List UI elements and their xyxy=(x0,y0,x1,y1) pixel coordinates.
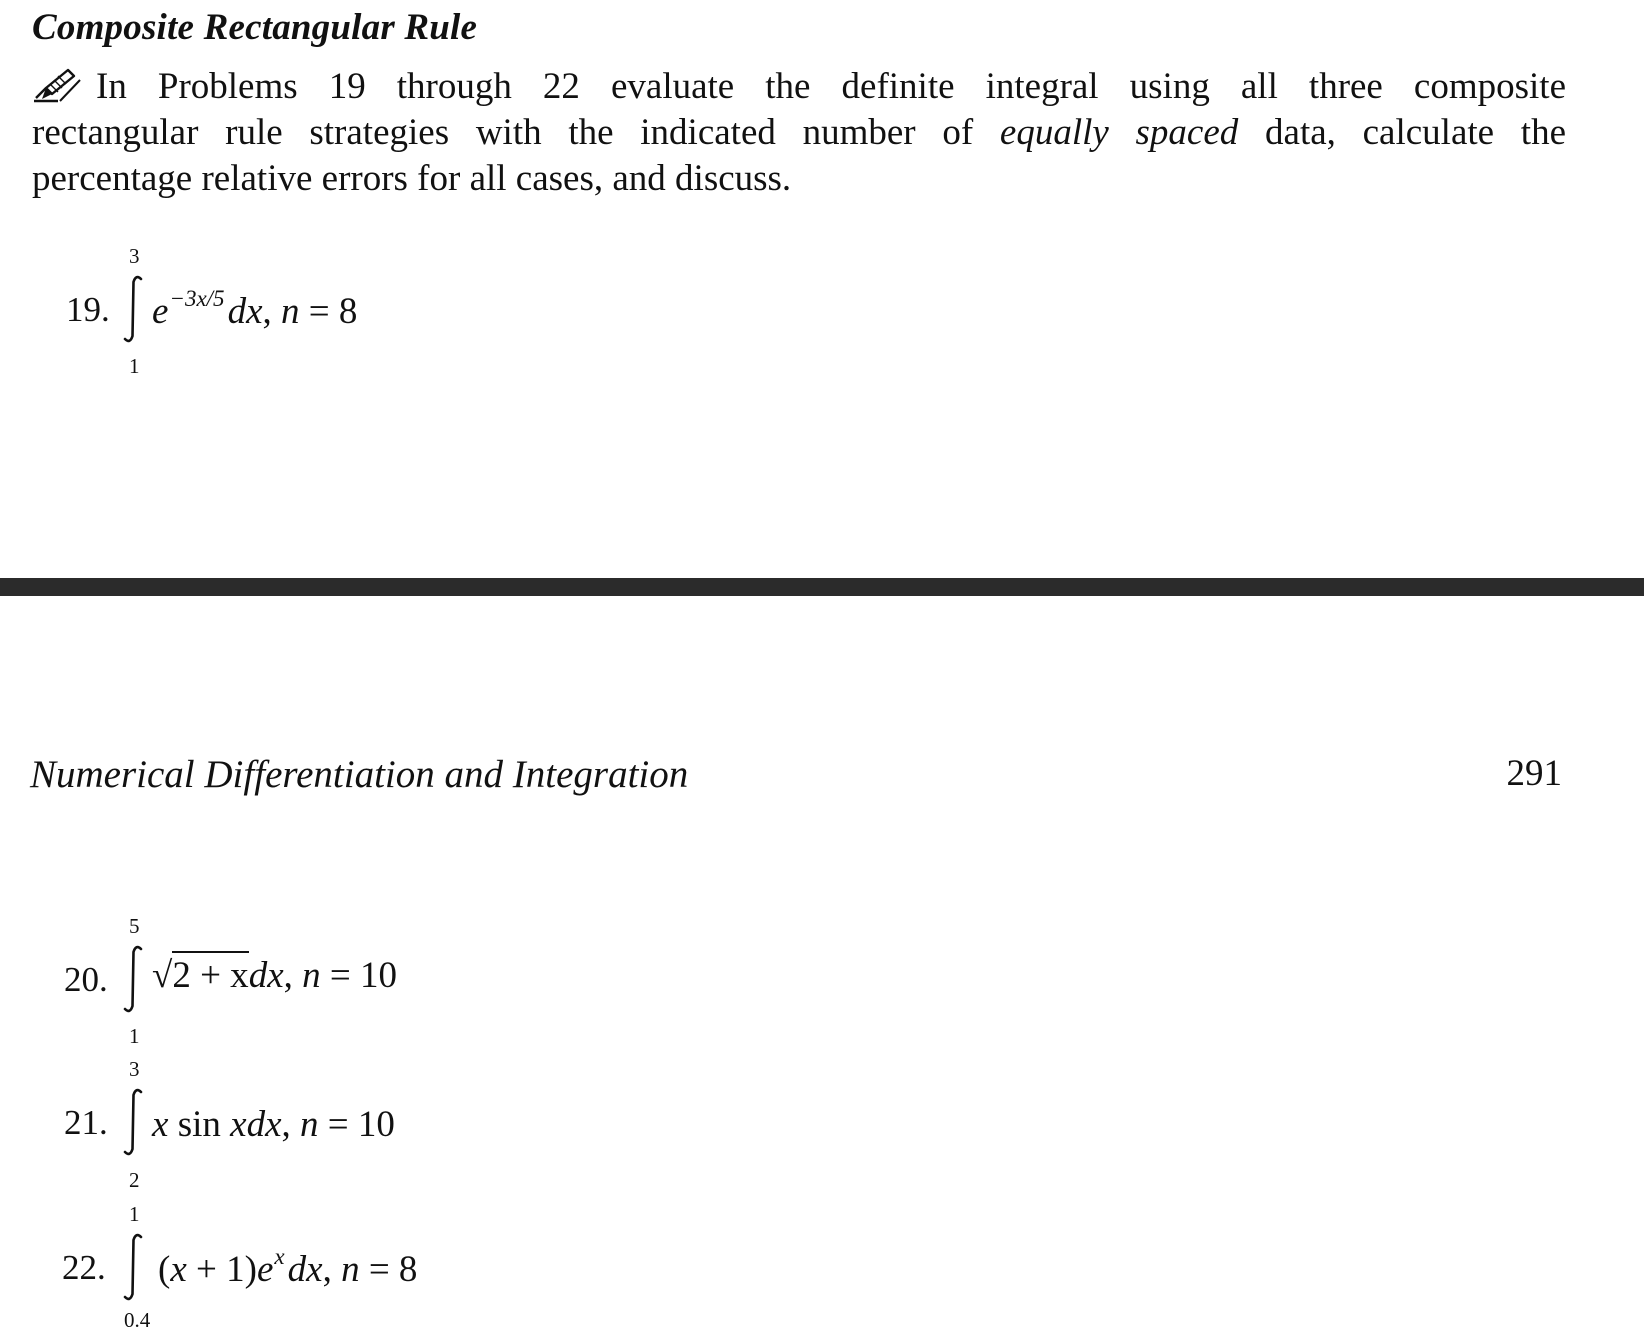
factor-rest: + 1) xyxy=(186,1249,257,1290)
intro-line-2-end: data, calculate the xyxy=(1238,112,1567,153)
function-name: sin xyxy=(177,1104,221,1145)
differential: dx xyxy=(227,291,263,332)
factor-variable: x xyxy=(170,1249,187,1290)
differential: dx xyxy=(248,955,284,996)
problem-number: 20. xyxy=(64,960,108,999)
intro-line-3: percentage relative errors for all cases, and discuss. xyxy=(32,158,792,199)
integral-sign-icon xyxy=(121,944,145,1014)
integrand: √2 + xdx, n = 10 xyxy=(152,954,397,997)
integrand: x sin xdx, n = 10 xyxy=(152,1104,395,1145)
n-label: n xyxy=(281,291,300,332)
upper-limit: 5 xyxy=(129,914,140,938)
running-title: Numerical Differentiation and Integration xyxy=(30,753,689,796)
n-value: = 8 xyxy=(308,291,358,332)
problem-number: 21. xyxy=(64,1103,108,1142)
intro-line-2: rectangular rule strategies with the indicated number of xyxy=(32,112,1000,153)
page-divider xyxy=(0,578,1644,596)
lower-limit: 2 xyxy=(129,1168,140,1192)
lower-limit: 0.4 xyxy=(124,1308,151,1332)
integrand: $e^{-3x/5}dx$, n = 8 xyxy=(152,286,358,332)
intro-emphasis: equally spaced xyxy=(999,112,1239,153)
upper-limit: 3 xyxy=(129,1057,140,1081)
base: e xyxy=(256,1249,274,1290)
radicand: 2 + x xyxy=(172,951,248,996)
exponent: x xyxy=(274,1244,285,1269)
exponent: −3x/5 xyxy=(169,286,225,311)
integral-sign-icon xyxy=(121,1232,145,1302)
differential: dx xyxy=(287,1249,323,1290)
argument: x xyxy=(230,1104,247,1145)
integral-sign-icon xyxy=(121,1087,145,1157)
lower-limit: 1 xyxy=(129,354,140,378)
base: e xyxy=(152,291,169,332)
page-number: 291 xyxy=(1506,753,1562,794)
lower-limit: 1 xyxy=(129,1024,140,1048)
upper-limit: 1 xyxy=(129,1202,140,1226)
n-label: n xyxy=(341,1249,360,1290)
n-value: = 10 xyxy=(329,955,397,996)
intro-line-1: In Problems 19 through 22 evaluate the definite integral using all three composite xyxy=(96,66,1566,107)
n-value: = 8 xyxy=(368,1249,418,1290)
factor-open: ( xyxy=(158,1249,171,1290)
differential: dx xyxy=(246,1104,282,1145)
problem-number: 19. xyxy=(66,290,110,329)
n-label: n xyxy=(302,955,321,996)
integrand: $(x + 1)e^xdx$, n = 8 xyxy=(158,1244,418,1290)
root-sign: √ xyxy=(152,955,173,996)
pencil-icon xyxy=(32,66,84,104)
upper-limit: 3 xyxy=(129,244,140,268)
section-heading: Composite Rectangular Rule xyxy=(32,7,478,48)
n-label: n xyxy=(300,1104,319,1145)
n-value: = 10 xyxy=(327,1104,395,1145)
integral-sign-icon xyxy=(121,274,145,344)
problem-instructions xyxy=(32,64,1566,202)
variable: x xyxy=(152,1104,169,1145)
problem-number: 22. xyxy=(62,1248,106,1287)
